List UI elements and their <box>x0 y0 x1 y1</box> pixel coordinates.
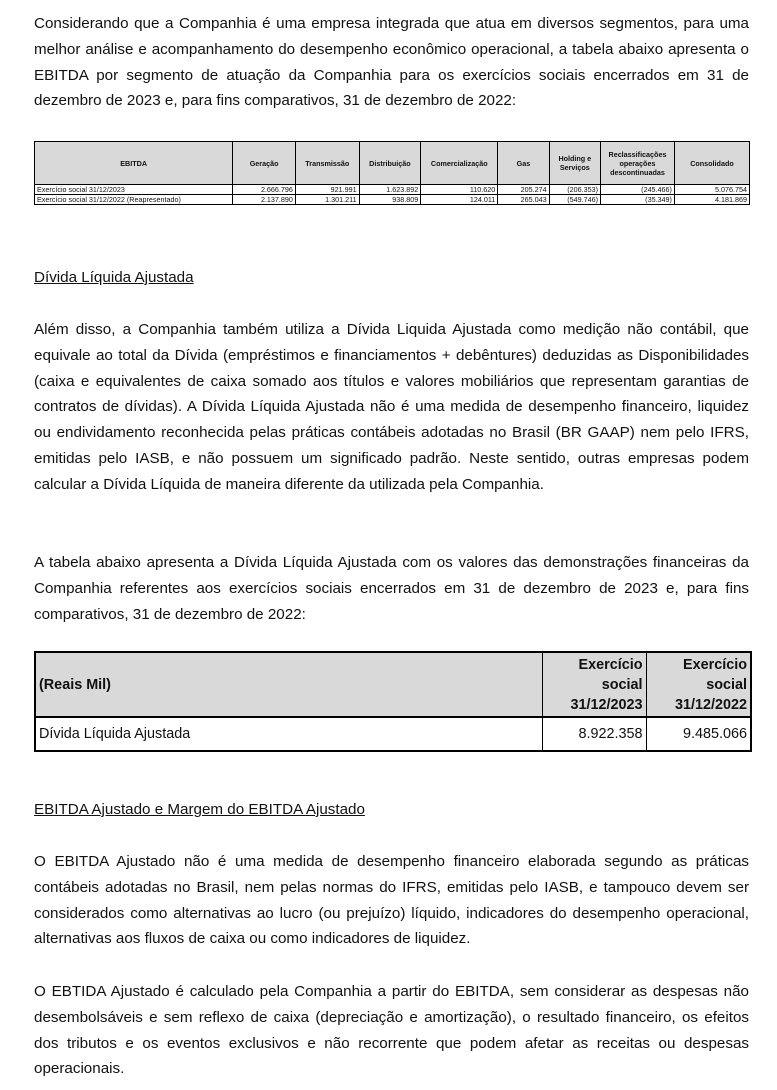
ebitda-ajustado-paragraph-2: O EBTIDA Ajustado é calculado pela Companhia a partir do EBITDA, sem considerar as despesas não desembolsáveis e sem reflexo de caixa (depreciação e amortização), o resultado financeiro, os efeitos dos tributos e os eventos exclusivos e não recorrente que podem afetar as receitas ou despesas operacionais. <box>34 983 749 1078</box>
section-heading-ebitda-ajustado: EBITDA Ajustado e Margem do EBITDA Ajustado <box>34 801 365 818</box>
table-cell: 2.137.890 <box>233 195 296 205</box>
column-header: Holding e Serviços <box>549 142 600 185</box>
ebitda-segment-table <box>34 141 750 205</box>
row-label: Exercício social 31/12/2023 <box>35 185 233 195</box>
header-line: Exercício <box>683 657 747 673</box>
column-header: EBITDA <box>35 142 233 185</box>
table-cell: (206.353) <box>549 185 600 195</box>
section-heading-divida: Dívida Líquida Ajustada <box>34 269 194 286</box>
column-header-2022 <box>646 652 751 717</box>
value-2023: 8.922.358 <box>542 717 646 751</box>
row-label: Dívida Líquida Ajustada <box>35 717 542 751</box>
column-header: (Reais Mil) <box>35 652 542 717</box>
header-line: 31/12/2022 <box>674 697 747 713</box>
column-header: Gas <box>498 142 549 185</box>
table-cell: 205.274 <box>498 185 549 195</box>
ebitda-ajustado-paragraph-1: O EBITDA Ajustado não é uma medida de desempenho financeiro elaborada segundo as práticas contábeis adotadas no Brasil, nem pelas normas do IFRS, emitidas pelo IASB, e tampouco devem ser considerados como alternativas ao lucro (ou prejuízo) líquido, indicadores do desempenho operacional, alternativas aos fluxos de caixa ou como indicadores de liquidez. <box>34 853 749 948</box>
column-header: Comercialização <box>421 142 498 185</box>
table-cell: (549.746) <box>549 195 600 205</box>
table-row <box>35 195 750 205</box>
intro-paragraph: Considerando que a Companhia é uma empresa integrada que atua em diversos segmentos, para uma melhor análise e acompanhamento do desempenho econômico operacional, a tabela abaixo apresenta o EBITDA por segmento de atuação da Companhia para os exercícios sociais encerrados em 31 de dezembro de 2023 e, para fins comparativos, 31 de dezembro de 2022: <box>34 15 749 110</box>
table-cell: 4.181.869 <box>674 195 749 205</box>
table-cell: 1.623.892 <box>359 185 421 195</box>
table-cell: (245.466) <box>601 185 675 195</box>
header-line: 31/12/2023 <box>570 697 643 713</box>
column-header-2023 <box>542 652 646 717</box>
divida-paragraph-2: A tabela abaixo apresenta a Dívida Líquida Ajustada com os valores das demonstrações financeiras da Companhia referentes aos exercícios sociais encerrados em 31 de dezembro de 2023 e, para fins comparativos, 31 de dezembro de 2022: <box>34 554 749 623</box>
table-cell: 1.301.211 <box>295 195 359 205</box>
table-header-row <box>35 652 751 717</box>
divida-paragraph-1: Além disso, a Companhia também utiliza a Dívida Liquida Ajustada como medição não contábil, que equivale ao total da Dívida (empréstimos e financiamentos + debêntures) deduzidas as Disponibilidades (caixa e equivalentes de caixa somado aos títulos e valores mobiliários que representam garantias de contratos de dívidas). A Dívida Líquida Ajustada não é uma medida de desempenho financeiro, liquidez ou endividamento reconhecida pelas práticas contábeis adotadas no Brasil (BR GAAP) nem pelo IFRS, emitidas pelo IASB, e não possuem um significado padrão. Neste sentido, outras empresas podem calcular a Dívida Líquida de maneira diferente da utilizada pela Companhia. <box>34 321 749 493</box>
table-cell: 124.011 <box>421 195 498 205</box>
header-line: social <box>601 677 643 693</box>
column-header: Distribuição <box>359 142 421 185</box>
header-line: social <box>706 677 747 693</box>
column-header: Reclassificações operações descontinuadas <box>601 142 675 185</box>
table-row <box>35 185 750 195</box>
header-line: Exercício <box>578 657 643 673</box>
table-row <box>35 717 751 751</box>
column-header: Consolidado <box>674 142 749 185</box>
table-cell: 2.666.796 <box>233 185 296 195</box>
table-cell: (35.349) <box>601 195 675 205</box>
row-label: Exercício social 31/12/2022 (Reapresentado) <box>35 195 233 205</box>
table-cell: 938.809 <box>359 195 421 205</box>
divida-liquida-table <box>34 651 752 752</box>
table-cell: 265.043 <box>498 195 549 205</box>
value-2022: 9.485.066 <box>646 717 751 751</box>
table-cell: 5.076.754 <box>674 185 749 195</box>
column-header: Transmissão <box>295 142 359 185</box>
table-cell: 921.991 <box>295 185 359 195</box>
table-header-row <box>35 142 750 185</box>
table-cell: 110.620 <box>421 185 498 195</box>
column-header: Geração <box>233 142 296 185</box>
